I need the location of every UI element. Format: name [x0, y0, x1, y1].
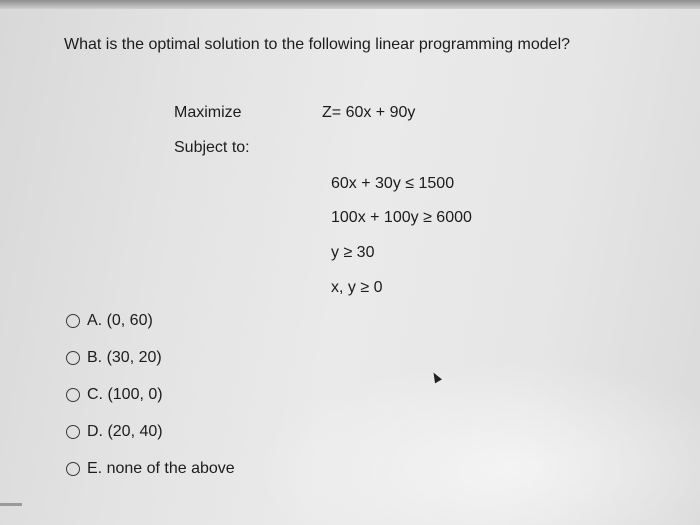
option-e-label: E. none of the above	[87, 460, 235, 477]
decorative-mark	[0, 503, 22, 506]
objective-label: Maximize	[174, 104, 242, 121]
option-a[interactable]	[66, 312, 153, 330]
constraint-4: x, y ≥ 0	[331, 279, 383, 296]
radio-button-icon[interactable]	[66, 388, 80, 402]
objective-function: Z= 60x + 90y	[322, 104, 416, 121]
radio-button-icon[interactable]	[66, 314, 80, 328]
screen-glare	[250, 360, 700, 525]
constraint-1: 60x + 30y ≤ 1500	[331, 175, 455, 192]
option-b[interactable]	[66, 349, 162, 367]
screen-top-edge	[0, 0, 700, 9]
radio-button-icon[interactable]	[66, 462, 80, 476]
option-d-label: D. (20, 40)	[87, 423, 163, 440]
option-c[interactable]	[66, 386, 163, 404]
option-c-label: C. (100, 0)	[87, 386, 163, 403]
constraint-2: 100x + 100y ≥ 6000	[331, 209, 472, 226]
mouse-pointer-icon	[430, 371, 442, 384]
radio-button-icon[interactable]	[66, 425, 80, 439]
subject-to-label: Subject to:	[174, 139, 250, 156]
option-b-label: B. (30, 20)	[87, 349, 162, 366]
constraint-3: y ≥ 30	[331, 244, 375, 261]
radio-button-icon[interactable]	[66, 351, 80, 365]
option-e[interactable]	[66, 460, 235, 478]
option-d[interactable]	[66, 423, 163, 441]
option-a-label: A. (0, 60)	[87, 312, 153, 329]
question-text: What is the optimal solution to the following linear programming model?	[64, 36, 571, 53]
